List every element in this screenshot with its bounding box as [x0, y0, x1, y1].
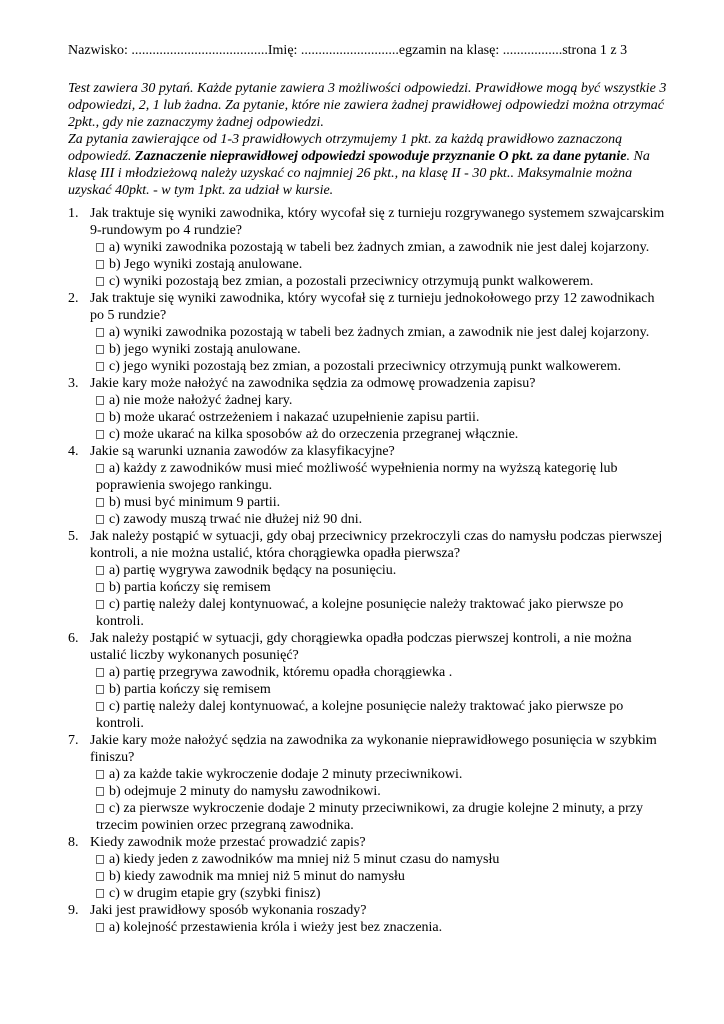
answer-option	[90, 800, 668, 834]
option-text: jego wyniki pozostają bez zmian, a pozostali przeciwnicy otrzymują punkt walkowerem.	[123, 359, 622, 374]
question-text: Jakie są warunki uznania zawodów za klasyfikacyjne?	[90, 444, 395, 459]
option-label: c)	[109, 886, 120, 901]
answer-checkbox[interactable]	[96, 464, 104, 473]
option-text: kiedy jeden z zawodników ma mniej niż 5 minut czasu do namysłu	[123, 852, 500, 867]
option-label: c)	[109, 801, 120, 816]
option-text: może ukarać na kilka sposobów aż do orzeczenia przegranej włącznie.	[123, 427, 519, 442]
answer-checkbox[interactable]	[96, 413, 104, 422]
answer-checkbox[interactable]	[96, 872, 104, 881]
option-label: a)	[109, 393, 120, 408]
answer-option	[90, 919, 668, 936]
option-text: partia kończy się remisem	[124, 580, 271, 595]
option-text: kiedy zawodnik ma mniej niż 5 minut do namysłu	[124, 869, 405, 884]
answer-checkbox[interactable]	[96, 804, 104, 813]
option-text: nie może nałożyć żadnej kary.	[123, 393, 293, 408]
question-item	[68, 443, 668, 528]
question-text: Jak należy postąpić w sytuacji, gdy obaj przeciwnicy przekroczyli czas do namysłu podczas pierwszej kontroli, a nie można ustalić, która chorągiewka opadła pierwsza?	[90, 529, 663, 561]
question-number: 2.	[68, 291, 79, 306]
option-label: b)	[109, 495, 121, 510]
option-label: b)	[109, 342, 121, 357]
answer-option	[90, 579, 668, 596]
answer-option	[90, 681, 668, 698]
instructions	[68, 80, 668, 199]
question-text: Jak należy postąpić w sytuacji, gdy chorągiewka opadła podczas pierwszej kontroli, a nie można ustalić liczby wykonanych posunięć?	[90, 631, 632, 663]
option-label: a)	[109, 852, 120, 867]
option-label: b)	[109, 682, 121, 697]
option-label: b)	[109, 410, 121, 425]
answer-checkbox[interactable]	[96, 787, 104, 796]
answer-option	[90, 460, 668, 494]
option-text: partię wygrywa zawodnik będący na posunięciu.	[123, 563, 397, 578]
option-text: partia kończy się remisem	[124, 682, 271, 697]
answer-checkbox[interactable]	[96, 770, 104, 779]
option-label: a)	[109, 461, 120, 476]
answer-option	[90, 392, 668, 409]
answer-checkbox[interactable]	[96, 668, 104, 677]
question-number: 8.	[68, 835, 79, 850]
answer-checkbox[interactable]	[96, 685, 104, 694]
question-number: 4.	[68, 444, 79, 459]
answer-checkbox[interactable]	[96, 498, 104, 507]
header-line: Nazwisko: .......................................Imię: ............................egzamin na klasę: .................strona 1 z 3	[68, 43, 628, 58]
answer-option	[90, 885, 668, 902]
option-label: a)	[109, 240, 120, 255]
question-number: 3.	[68, 376, 79, 391]
option-label: b)	[109, 869, 121, 884]
option-text: zawody muszą trwać nie dłużej niż 90 dni.	[123, 512, 363, 527]
answer-checkbox[interactable]	[96, 600, 104, 609]
option-text: kolejność przestawienia króla i wieży jest bez znaczenia.	[123, 920, 443, 935]
answer-checkbox[interactable]	[96, 855, 104, 864]
answer-option	[90, 851, 668, 868]
instructions-paragraph-2: Za pytania zawierające od 1-3 prawidłowych otrzymujemy 1 pkt. za każdą prawidłowo zaznaczoną odpowiedź.	[68, 132, 623, 164]
option-label: b)	[109, 784, 121, 799]
answer-option	[90, 409, 668, 426]
question-text: Kiedy zawodnik może przestać prowadzić zapis?	[90, 835, 366, 850]
option-label: a)	[109, 767, 120, 782]
answer-option	[90, 358, 668, 375]
option-label: a)	[109, 920, 120, 935]
option-label: c)	[109, 427, 120, 442]
option-label: b)	[109, 580, 121, 595]
option-text: wyniki pozostają bez zmian, a pozostali przeciwnicy otrzymują punkt walkowerem.	[123, 274, 594, 289]
answer-option	[90, 256, 668, 273]
answer-checkbox[interactable]	[96, 328, 104, 337]
answer-checkbox[interactable]	[96, 583, 104, 592]
answer-checkbox[interactable]	[96, 260, 104, 269]
answer-checkbox[interactable]	[96, 566, 104, 575]
option-label: c)	[109, 597, 120, 612]
answer-checkbox[interactable]	[96, 345, 104, 354]
option-label: c)	[109, 359, 120, 374]
option-text: może ukarać ostrzeżeniem i nakazać uzupełnienie zapisu partii.	[124, 410, 480, 425]
option-text: każdy z zawodników musi mieć możliwość wypełnienia normy na wyższą kategorię lub poprawienia swojego rankingu.	[96, 461, 618, 493]
option-text: w drugim etapie gry (szybki finisz)	[123, 886, 321, 901]
question-number: 5.	[68, 529, 79, 544]
question-list	[68, 205, 668, 936]
answer-option	[90, 426, 668, 443]
answer-option	[90, 868, 668, 885]
question-number: 1.	[68, 206, 79, 221]
option-label: a)	[109, 665, 120, 680]
question-number: 6.	[68, 631, 79, 646]
option-text: za pierwsze wykroczenie dodaje 2 minuty przeciwnikowi, za drugie kolejne 2 minuty, a przy trzecim powinien orzec przegraną zawodnika.	[96, 801, 644, 833]
question-text: Jaki jest prawidłowy sposób wykonania roszady?	[90, 903, 367, 918]
answer-checkbox[interactable]	[96, 277, 104, 286]
option-text: musi być minimum 9 partii.	[124, 495, 281, 510]
answer-option	[90, 783, 668, 800]
option-label: c)	[109, 699, 120, 714]
option-label: c)	[109, 512, 120, 527]
question-text: Jak traktuje się wyniki zawodnika, który wycofał się z turnieju rozgrywanego systemem szwajcarskim 9-rundowym po 4 rundzie?	[90, 206, 665, 238]
question-text: Jakie kary może nałożyć na zawodnika sędzia za odmowę prowadzenia zapisu?	[90, 376, 536, 391]
option-label: b)	[109, 257, 121, 272]
question-item	[68, 290, 668, 375]
answer-option	[90, 562, 668, 579]
option-text: wyniki zawodnika pozostają w tabeli bez żadnych zmian, a zawodnik nie jest dalej kojarzony.	[123, 240, 650, 255]
answer-checkbox[interactable]	[96, 702, 104, 711]
instructions-paragraph-1: Test zawiera 30 pytań. Każde pytanie zawiera 3 możliwości odpowiedzi. Prawidłowe mogą być wszystkie 3 odpowiedzi, 2, 1 lub żadna. Za pytanie, które nie zawiera żadnej prawidłowej odpowiedzi można otrzymać 2pkt., gdy nie zaznaczymy żadnej odpowiedzi.	[68, 81, 667, 130]
answer-option	[90, 324, 668, 341]
option-text: odejmuje 2 minuty do namysłu zawodnikowi.	[124, 784, 381, 799]
question-number: 9.	[68, 903, 79, 918]
question-item	[68, 630, 668, 732]
answer-option	[90, 766, 668, 783]
answer-checkbox[interactable]	[96, 889, 104, 898]
answer-checkbox[interactable]	[96, 515, 104, 524]
answer-option	[90, 494, 668, 511]
answer-option	[90, 698, 668, 732]
option-label: c)	[109, 274, 120, 289]
option-label: a)	[109, 563, 120, 578]
answer-checkbox[interactable]	[96, 430, 104, 439]
question-item	[68, 528, 668, 630]
question-item	[68, 902, 668, 936]
answer-checkbox[interactable]	[96, 923, 104, 932]
answer-option	[90, 511, 668, 528]
answer-checkbox[interactable]	[96, 396, 104, 405]
question-text: Jak traktuje się wyniki zawodnika, który wycofał się z turnieju jednokołowego przy 12 zawodnikach po 5 rundzie?	[90, 291, 655, 323]
answer-option	[90, 273, 668, 290]
question-item	[68, 375, 668, 443]
option-text: partię przegrywa zawodnik, któremu opadła chorągiewka .	[123, 665, 453, 680]
option-text: partię należy dalej kontynuować, a kolejne posunięcie należy traktować jako pierwsze po kontroli.	[96, 699, 624, 731]
answer-checkbox[interactable]	[96, 243, 104, 252]
instructions-paragraph-2-end: . Na klasę III i młodzieżową należy uzyskać co najmniej 26 pkt., na klasę II - 30 pkt.. Maksymalnie można uzyskać 40pkt. - w tym 1pkt. za udział w kursie.	[68, 149, 650, 198]
option-label: a)	[109, 325, 120, 340]
question-item	[68, 834, 668, 902]
option-text: Jego wyniki zostają anulowane.	[124, 257, 303, 272]
answer-option	[90, 596, 668, 630]
answer-option	[90, 664, 668, 681]
instructions-warning: Zaznaczenie nieprawidłowej odpowiedzi spowoduje przyznanie O pkt. za dane pytanie	[134, 149, 627, 164]
question-text: Jakie kary może nałożyć sędzia na zawodnika za wykonanie nieprawidłowego posunięcia w szybkim finiszu?	[90, 733, 657, 765]
question-item	[68, 205, 668, 290]
question-item	[68, 732, 668, 834]
answer-option	[90, 341, 668, 358]
answer-checkbox[interactable]	[96, 362, 104, 371]
option-text: jego wyniki zostają anulowane.	[124, 342, 301, 357]
option-text: wyniki zawodnika pozostają w tabeli bez żadnych zmian, a zawodnik nie jest dalej kojarzony.	[123, 325, 650, 340]
option-text: partię należy dalej kontynuować, a kolejne posunięcie należy traktować jako pierwsze po kontroli.	[96, 597, 624, 629]
question-number: 7.	[68, 733, 79, 748]
answer-option	[90, 239, 668, 256]
option-text: za każde takie wykroczenie dodaje 2 minuty przeciwnikowi.	[123, 767, 463, 782]
